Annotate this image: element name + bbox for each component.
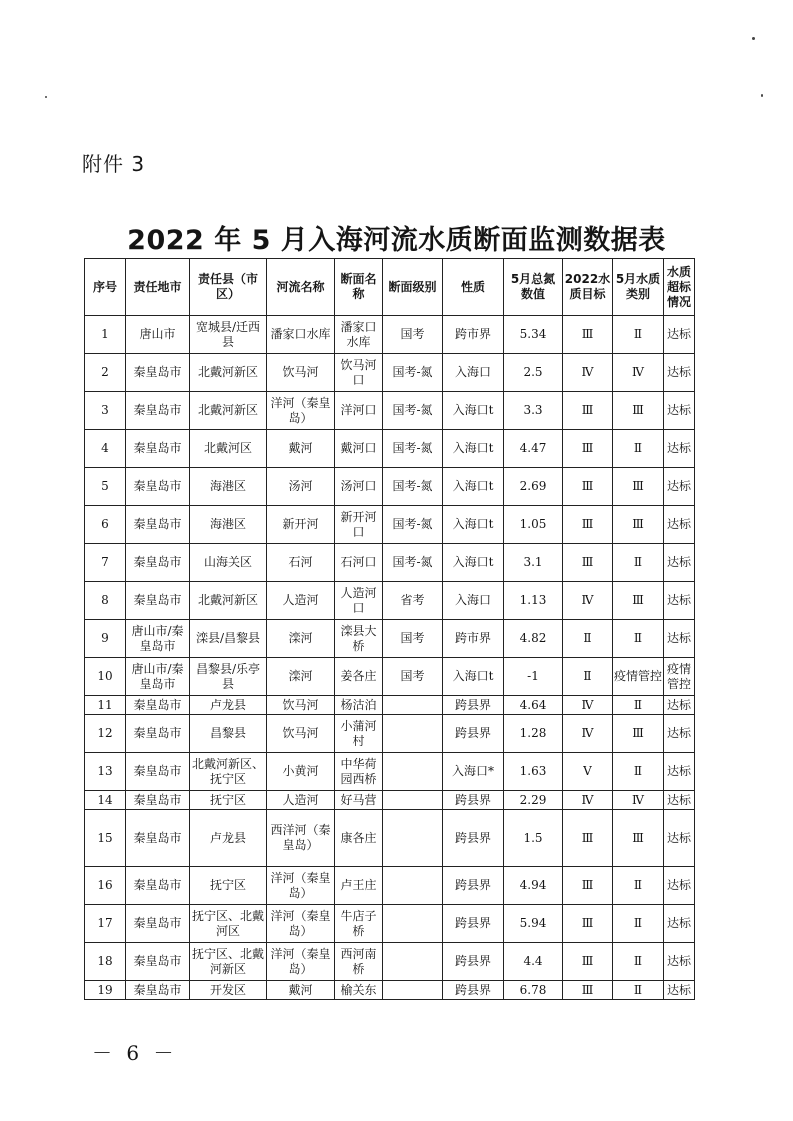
water-quality-target: Ⅲ (563, 810, 613, 867)
section-nature: 入海口t (443, 468, 504, 506)
river-name: 潘家口水库 (267, 316, 335, 354)
water-quality-target: Ⅲ (563, 468, 613, 506)
column-header: 5月总氮数值 (504, 259, 563, 316)
responsible-city: 秦皇岛市 (126, 696, 190, 715)
water-quality-target: Ⅲ (563, 316, 613, 354)
responsible-county: 卢龙县 (190, 696, 267, 715)
exceed-status: 达标 (664, 620, 695, 658)
river-name: 洋河（秦皇岛） (267, 905, 335, 943)
row-number: 13 (85, 753, 126, 791)
river-name: 小黄河 (267, 753, 335, 791)
section-name: 卢王庄 (335, 867, 383, 905)
table-row (85, 468, 695, 506)
water-quality-category: Ⅱ (613, 753, 664, 791)
column-header: 断面级别 (383, 259, 443, 316)
section-name: 牛店子桥 (335, 905, 383, 943)
river-name: 洋河（秦皇岛） (267, 867, 335, 905)
section-name: 小蒲河村 (335, 715, 383, 753)
total-nitrogen-value: 3.3 (504, 392, 563, 430)
total-nitrogen-value: 4.47 (504, 430, 563, 468)
exceed-status: 达标 (664, 905, 695, 943)
river-name: 饮马河 (267, 696, 335, 715)
section-nature: 跨市界 (443, 316, 504, 354)
water-quality-target: Ⅱ (563, 620, 613, 658)
row-number: 12 (85, 715, 126, 753)
section-name: 滦县大桥 (335, 620, 383, 658)
section-nature: 跨县界 (443, 981, 504, 1000)
total-nitrogen-value: 3.1 (504, 544, 563, 582)
total-nitrogen-value: 4.82 (504, 620, 563, 658)
total-nitrogen-value: 4.64 (504, 696, 563, 715)
exceed-status: 达标 (664, 696, 695, 715)
row-number: 19 (85, 981, 126, 1000)
section-level (383, 696, 443, 715)
responsible-county: 抚宁区 (190, 791, 267, 810)
water-quality-category: Ⅲ (613, 715, 664, 753)
river-name: 人造河 (267, 582, 335, 620)
section-nature: 跨县界 (443, 696, 504, 715)
section-name: 汤河口 (335, 468, 383, 506)
total-nitrogen-value: 1.05 (504, 506, 563, 544)
page-number: － 6 － (92, 1041, 178, 1065)
table-row (85, 791, 695, 810)
scan-speck (761, 94, 763, 97)
section-level: 国考-氮 (383, 544, 443, 582)
total-nitrogen-value: 6.78 (504, 981, 563, 1000)
table-row (85, 582, 695, 620)
water-quality-category: Ⅱ (613, 430, 664, 468)
attachment-label: 附件 3 (82, 152, 146, 176)
river-name: 饮马河 (267, 715, 335, 753)
table-row (85, 354, 695, 392)
responsible-county: 北戴河新区 (190, 582, 267, 620)
scan-speck (752, 37, 755, 40)
responsible-county: 抚宁区、北戴河新区 (190, 943, 267, 981)
water-quality-category: Ⅱ (613, 943, 664, 981)
exceed-status: 达标 (664, 506, 695, 544)
water-quality-category: Ⅲ (613, 392, 664, 430)
water-quality-target: Ⅲ (563, 943, 613, 981)
table-body (85, 316, 695, 1000)
water-quality-target: Ⅳ (563, 791, 613, 810)
section-level: 省考 (383, 582, 443, 620)
column-header: 2022水质目标 (563, 259, 613, 316)
exceed-status: 达标 (664, 582, 695, 620)
section-nature: 入海口t (443, 506, 504, 544)
section-nature: 跨县界 (443, 905, 504, 943)
responsible-county: 昌黎县 (190, 715, 267, 753)
responsible-city: 秦皇岛市 (126, 354, 190, 392)
responsible-county: 北戴河新区 (190, 354, 267, 392)
river-name: 人造河 (267, 791, 335, 810)
water-quality-category: Ⅱ (613, 981, 664, 1000)
responsible-city: 秦皇岛市 (126, 791, 190, 810)
section-name: 康各庄 (335, 810, 383, 867)
table-row (85, 544, 695, 582)
row-number: 7 (85, 544, 126, 582)
table-row (85, 905, 695, 943)
exceed-status: 达标 (664, 430, 695, 468)
section-level (383, 905, 443, 943)
water-quality-target: Ⅳ (563, 582, 613, 620)
section-nature: 入海口* (443, 753, 504, 791)
row-number: 14 (85, 791, 126, 810)
row-number: 10 (85, 658, 126, 696)
section-name: 戴河口 (335, 430, 383, 468)
exceed-status: 达标 (664, 316, 695, 354)
responsible-county: 北戴河区 (190, 430, 267, 468)
table-row (85, 696, 695, 715)
table-row (85, 620, 695, 658)
water-quality-category: Ⅲ (613, 468, 664, 506)
row-number: 4 (85, 430, 126, 468)
total-nitrogen-value: 2.69 (504, 468, 563, 506)
column-header: 责任地市 (126, 259, 190, 316)
river-name: 饮马河 (267, 354, 335, 392)
row-number: 18 (85, 943, 126, 981)
river-name: 洋河（秦皇岛） (267, 943, 335, 981)
responsible-county: 山海关区 (190, 544, 267, 582)
section-name: 杨沽泊 (335, 696, 383, 715)
section-level (383, 981, 443, 1000)
responsible-city: 秦皇岛市 (126, 430, 190, 468)
total-nitrogen-value: 1.63 (504, 753, 563, 791)
total-nitrogen-value: 2.29 (504, 791, 563, 810)
river-name: 新开河 (267, 506, 335, 544)
river-name: 石河 (267, 544, 335, 582)
water-quality-category: Ⅱ (613, 867, 664, 905)
water-quality-target: Ⅳ (563, 696, 613, 715)
total-nitrogen-value: 4.94 (504, 867, 563, 905)
total-nitrogen-value: 5.94 (504, 905, 563, 943)
water-quality-category: Ⅲ (613, 506, 664, 544)
water-quality-target: Ⅴ (563, 753, 613, 791)
table-row (85, 810, 695, 867)
row-number: 6 (85, 506, 126, 544)
row-number: 8 (85, 582, 126, 620)
responsible-city: 唐山市/秦皇岛市 (126, 658, 190, 696)
responsible-city: 唐山市/秦皇岛市 (126, 620, 190, 658)
responsible-county: 抚宁区 (190, 867, 267, 905)
responsible-city: 秦皇岛市 (126, 867, 190, 905)
table-row (85, 316, 695, 354)
row-number: 5 (85, 468, 126, 506)
responsible-city: 秦皇岛市 (126, 506, 190, 544)
exceed-status: 达标 (664, 544, 695, 582)
water-quality-category: Ⅱ (613, 696, 664, 715)
water-quality-target: Ⅳ (563, 715, 613, 753)
river-name: 滦河 (267, 620, 335, 658)
section-level: 国考-氮 (383, 354, 443, 392)
water-quality-target: Ⅲ (563, 430, 613, 468)
section-level: 国考 (383, 658, 443, 696)
responsible-city: 唐山市 (126, 316, 190, 354)
section-nature: 跨县界 (443, 867, 504, 905)
water-quality-target: Ⅲ (563, 544, 613, 582)
row-number: 2 (85, 354, 126, 392)
water-quality-target: Ⅲ (563, 981, 613, 1000)
water-quality-target: Ⅳ (563, 354, 613, 392)
river-name: 西洋河（秦皇岛） (267, 810, 335, 867)
section-level: 国考 (383, 316, 443, 354)
responsible-county: 北戴河新区 (190, 392, 267, 430)
section-level: 国考-氮 (383, 430, 443, 468)
section-level (383, 715, 443, 753)
table-header-row (85, 259, 695, 316)
total-nitrogen-value: -1 (504, 658, 563, 696)
exceed-status: 达标 (664, 753, 695, 791)
responsible-county: 抚宁区、北戴河区 (190, 905, 267, 943)
row-number: 16 (85, 867, 126, 905)
table-row (85, 715, 695, 753)
scan-speck (45, 96, 47, 98)
exceed-status: 达标 (664, 715, 695, 753)
responsible-city: 秦皇岛市 (126, 753, 190, 791)
row-number: 3 (85, 392, 126, 430)
total-nitrogen-value: 4.4 (504, 943, 563, 981)
section-name: 洋河口 (335, 392, 383, 430)
section-nature: 入海口t (443, 392, 504, 430)
section-name: 潘家口水库 (335, 316, 383, 354)
total-nitrogen-value: 2.5 (504, 354, 563, 392)
column-header: 断面名称 (335, 259, 383, 316)
exceed-status: 达标 (664, 867, 695, 905)
section-level (383, 867, 443, 905)
section-name: 新开河口 (335, 506, 383, 544)
section-nature: 入海口 (443, 582, 504, 620)
responsible-city: 秦皇岛市 (126, 392, 190, 430)
table-row (85, 658, 695, 696)
page-title: 2022 年 5 月入海河流水质断面监测数据表 (127, 225, 666, 256)
water-quality-category: Ⅱ (613, 905, 664, 943)
exceed-status: 达标 (664, 810, 695, 867)
section-nature: 入海口 (443, 354, 504, 392)
column-header: 河流名称 (267, 259, 335, 316)
column-header: 5月水质类别 (613, 259, 664, 316)
total-nitrogen-value: 1.5 (504, 810, 563, 867)
column-header: 水质超标情况 (664, 259, 695, 316)
water-quality-category: Ⅲ (613, 810, 664, 867)
column-header: 序号 (85, 259, 126, 316)
water-quality-target: Ⅲ (563, 392, 613, 430)
table-row (85, 506, 695, 544)
section-name: 好马营 (335, 791, 383, 810)
section-name: 姜各庄 (335, 658, 383, 696)
section-nature: 跨县界 (443, 943, 504, 981)
responsible-county: 滦县/昌黎县 (190, 620, 267, 658)
section-nature: 入海口t (443, 544, 504, 582)
water-quality-category: Ⅱ (613, 316, 664, 354)
responsible-county: 宽城县/迁西县 (190, 316, 267, 354)
row-number: 1 (85, 316, 126, 354)
responsible-county: 海港区 (190, 506, 267, 544)
responsible-city: 秦皇岛市 (126, 544, 190, 582)
total-nitrogen-value: 5.34 (504, 316, 563, 354)
responsible-city: 秦皇岛市 (126, 905, 190, 943)
responsible-county: 卢龙县 (190, 810, 267, 867)
water-quality-category: Ⅳ (613, 354, 664, 392)
water-quality-category: Ⅱ (613, 620, 664, 658)
exceed-status: 达标 (664, 468, 695, 506)
responsible-city: 秦皇岛市 (126, 810, 190, 867)
exceed-status: 达标 (664, 392, 695, 430)
column-header: 性质 (443, 259, 504, 316)
section-nature: 入海口t (443, 430, 504, 468)
section-nature: 跨县界 (443, 810, 504, 867)
section-level (383, 810, 443, 867)
section-level (383, 791, 443, 810)
responsible-city: 秦皇岛市 (126, 943, 190, 981)
total-nitrogen-value: 1.28 (504, 715, 563, 753)
river-name: 戴河 (267, 430, 335, 468)
river-name: 戴河 (267, 981, 335, 1000)
section-name: 人造河口 (335, 582, 383, 620)
row-number: 11 (85, 696, 126, 715)
responsible-city: 秦皇岛市 (126, 468, 190, 506)
responsible-county: 北戴河新区、抚宁区 (190, 753, 267, 791)
water-quality-category: Ⅲ (613, 582, 664, 620)
river-name: 汤河 (267, 468, 335, 506)
section-level: 国考-氮 (383, 506, 443, 544)
section-level (383, 943, 443, 981)
river-name: 洋河（秦皇岛） (267, 392, 335, 430)
total-nitrogen-value: 1.13 (504, 582, 563, 620)
table-row (85, 753, 695, 791)
section-name: 西河南桥 (335, 943, 383, 981)
section-level: 国考 (383, 620, 443, 658)
section-level: 国考-氮 (383, 468, 443, 506)
responsible-city: 秦皇岛市 (126, 981, 190, 1000)
exceed-status: 达标 (664, 943, 695, 981)
section-name: 中华荷园西桥 (335, 753, 383, 791)
responsible-county: 昌黎县/乐亭县 (190, 658, 267, 696)
column-header: 责任县（市区） (190, 259, 267, 316)
section-nature: 跨县界 (443, 715, 504, 753)
exceed-status: 达标 (664, 354, 695, 392)
row-number: 15 (85, 810, 126, 867)
water-quality-target: Ⅲ (563, 506, 613, 544)
row-number: 17 (85, 905, 126, 943)
exceed-status: 达标 (664, 791, 695, 810)
responsible-county: 海港区 (190, 468, 267, 506)
table-row (85, 867, 695, 905)
section-nature: 跨市界 (443, 620, 504, 658)
water-quality-target: Ⅲ (563, 905, 613, 943)
table-row (85, 943, 695, 981)
section-name: 石河口 (335, 544, 383, 582)
water-quality-target: Ⅲ (563, 867, 613, 905)
section-level (383, 753, 443, 791)
table-row (85, 430, 695, 468)
water-quality-category: 疫情管控 (613, 658, 664, 696)
water-quality-table (84, 258, 695, 1000)
water-quality-category: Ⅱ (613, 544, 664, 582)
water-quality-target: Ⅱ (563, 658, 613, 696)
table-row (85, 981, 695, 1000)
water-quality-category: Ⅳ (613, 791, 664, 810)
exceed-status: 疫情管控 (664, 658, 695, 696)
river-name: 滦河 (267, 658, 335, 696)
section-nature: 跨县界 (443, 791, 504, 810)
table-row (85, 392, 695, 430)
section-name: 饮马河口 (335, 354, 383, 392)
responsible-city: 秦皇岛市 (126, 582, 190, 620)
responsible-city: 秦皇岛市 (126, 715, 190, 753)
exceed-status: 达标 (664, 981, 695, 1000)
row-number: 9 (85, 620, 126, 658)
responsible-county: 开发区 (190, 981, 267, 1000)
section-level: 国考-氮 (383, 392, 443, 430)
section-nature: 入海口t (443, 658, 504, 696)
section-name: 榆关东 (335, 981, 383, 1000)
